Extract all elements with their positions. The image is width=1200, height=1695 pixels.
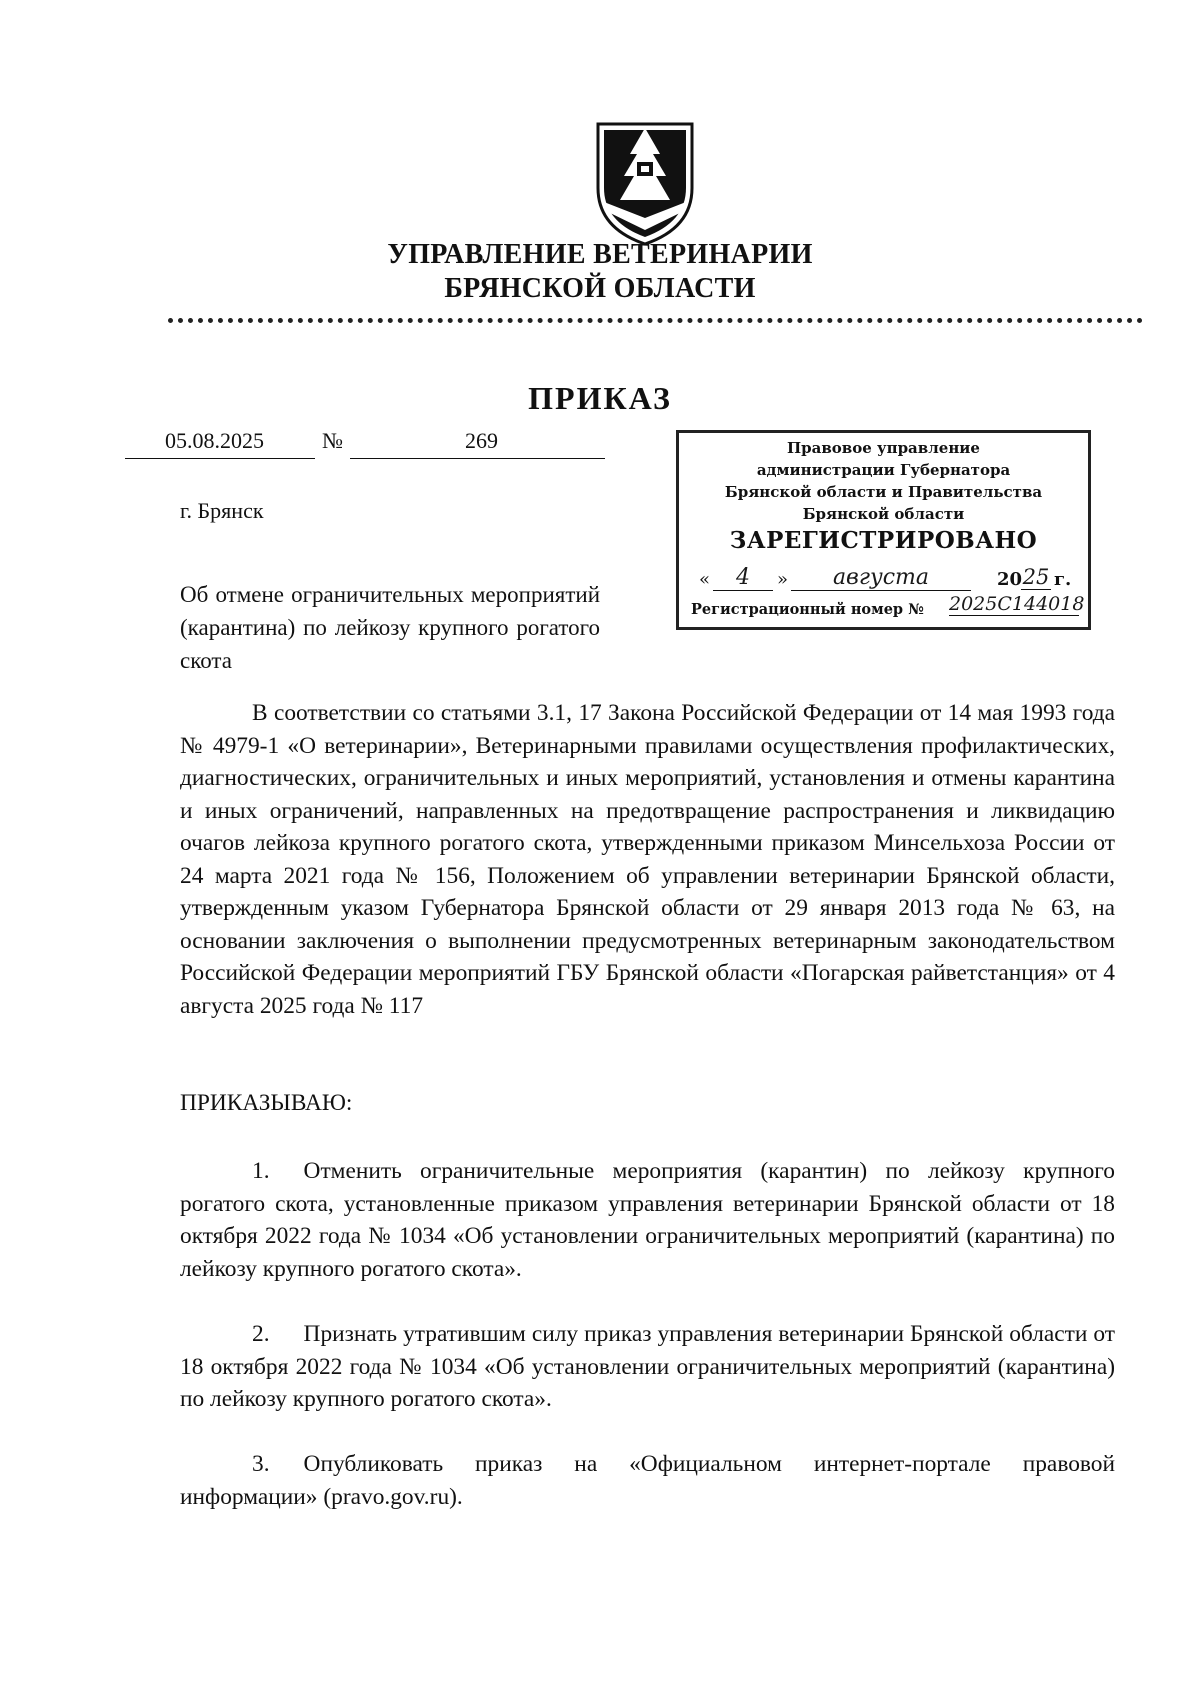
stamp-month: августа [791, 565, 971, 591]
organization-name-line2: БРЯНСКОЙ ОБЛАСТИ [444, 273, 756, 304]
header-dotted-divider [168, 318, 1143, 323]
order-word: ПРИКАЗЫВАЮ: [180, 1090, 353, 1116]
document-subject: Об отмене ограничительных мероприятий (карантина) по лейкозу крупного рогатого скота [180, 582, 600, 673]
stamp-reg-label: Регистрационный номер № [691, 601, 924, 618]
order-item-1 [180, 1155, 1115, 1285]
coat-of-arms-emblem [590, 118, 700, 248]
stamp-line4: Брянской области [802, 505, 965, 523]
stamp-registered-status: ЗАРЕГИСТРИРОВАНО [729, 527, 1038, 554]
stamp-reg-number: 2025С144018 [949, 593, 1085, 615]
stamp-day: 4 [713, 565, 773, 591]
number-field [350, 428, 605, 459]
stamp-line2: администрации Губернатора [756, 461, 1011, 479]
document-number: 269 [465, 428, 498, 453]
stamp-year-prefix: 20 [997, 569, 1023, 590]
registration-stamp [676, 430, 1091, 630]
stamp-line3: Брянской области и Правительства [724, 483, 1043, 501]
order-item-3-text: Опубликовать приказ на «Официальном интернет-портале правовой информации» (pravo.gov.ru). [180, 1451, 1115, 1510]
order-item-2-number: 2. [252, 1321, 270, 1347]
order-item-2-text: Признать утратившим силу приказ управления ветеринарии Брянской области от 18 октября 2022 года № 1034 «Об установлении ограничительных мероприятий (карантина) по лейкозу крупного рогатого скота». [180, 1321, 1115, 1412]
date-field [125, 428, 315, 459]
stamp-quote-close: » [777, 569, 789, 590]
document-date: 05.08.2025 [165, 428, 264, 453]
city-label: г. Брянск [180, 498, 264, 523]
order-item-1-text: Отменить ограничительные мероприятия (карантин) по лейкозу крупного рогатого скота, установленные приказом управления ветеринарии Брянской области от 18 октября 2022 года № 1034 «Об установлении ограничительных мероприятий (карантина) по лейкозу крупного рогатого скота». [180, 1158, 1115, 1282]
number-label: № [322, 428, 343, 453]
stamp-line1: Правовое управление [787, 439, 980, 457]
order-item-3 [180, 1448, 1115, 1513]
stamp-quote-open: « [699, 569, 711, 590]
organization-name-line1: УПРАВЛЕНИЕ ВЕТЕРИНАРИИ [387, 239, 813, 270]
stamp-date-row [699, 565, 1079, 595]
order-item-2 [180, 1318, 1115, 1416]
stamp-year-suffix: 25 [1022, 565, 1050, 589]
preamble-paragraph: В соответствии со статьями 3.1, 17 Закона Российской Федерации от 14 мая 1993 года № 4979-1 «О ветеринарии», Ветеринарными правилами осуществления профилактических, диагностических, ограничительных и иных мероприятий, установления и отмены карантина и иных ограничений, направленных на предотвращение распространения и ликвидацию очагов лейкоза крупного рогатого скота, утвержденными приказом Минсельхоза России от 24 марта 2021 года № 156, Положением об управлении ветеринарии Брянской области, утвержденным указом Губернатора Брянской области от 29 января 2013 года № 63, на основании заключения о выполнении предусмотренных ветеринарным законодательством Российской Федерации мероприятий ГБУ Брянской области «Погарская райветстанция» от 4 августа 2025 года № 117 [180, 700, 1115, 1019]
document-type-title: ПРИКАЗ [528, 380, 672, 416]
stamp-year-unit: г. [1054, 569, 1072, 590]
order-item-1-number: 1. [252, 1158, 270, 1184]
order-item-3-number: 3. [252, 1451, 270, 1477]
